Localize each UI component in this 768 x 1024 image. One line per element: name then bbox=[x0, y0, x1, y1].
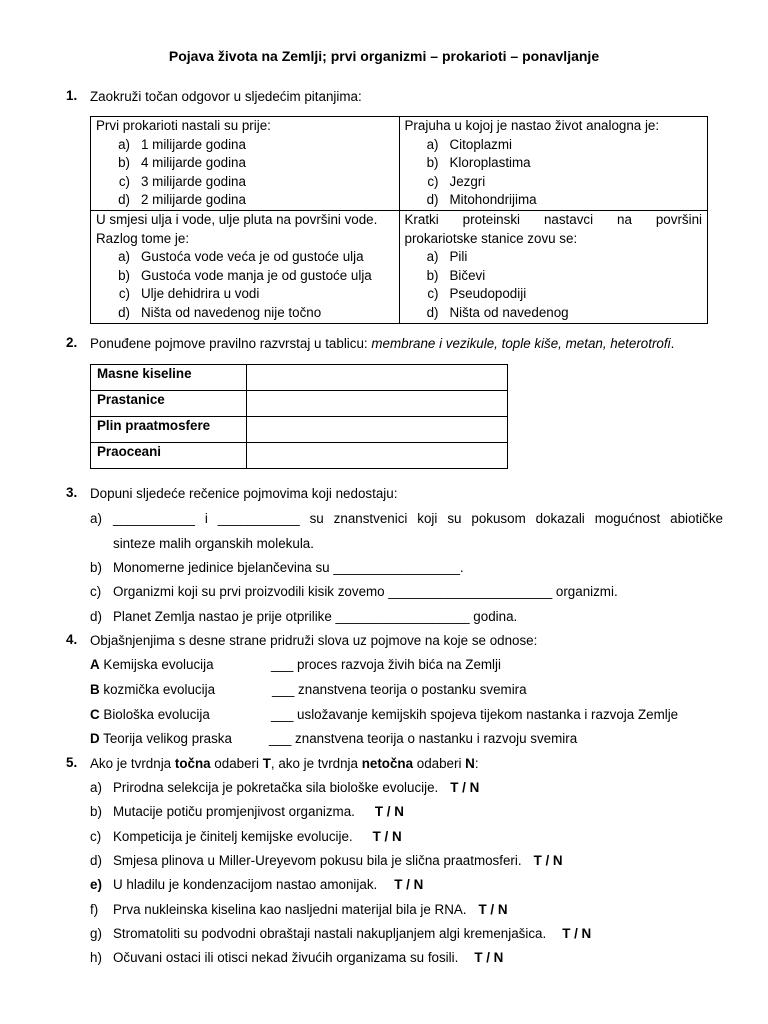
q1-cell-3-option-c[interactable]: c) Ulje dehidrira u vodi bbox=[118, 286, 260, 302]
q5-number: 5. bbox=[66, 755, 78, 770]
q4-term-b: B kozmička evolucija bbox=[90, 682, 216, 697]
q1-cell-4 bbox=[399, 210, 708, 323]
q1-cell-1-question: Prvi prokarioti nastali su prije: bbox=[96, 118, 271, 133]
q1-cell-4-option-d[interactable]: d) Ništa od navedenog bbox=[426, 304, 569, 320]
q3-number: 3. bbox=[66, 485, 78, 500]
q2-answer-cell[interactable] bbox=[247, 443, 508, 469]
true-false-choice[interactable]: T / N bbox=[474, 950, 504, 965]
q5-f-label: f) bbox=[90, 902, 99, 917]
q2-row-label: Prastanice bbox=[91, 391, 247, 417]
true-false-choice[interactable]: T / N bbox=[372, 829, 402, 844]
q1-cell-2-option-b[interactable]: b) Kloroplastima bbox=[426, 155, 531, 171]
q5-d-label: d) bbox=[90, 853, 102, 868]
q2-text: Ponuđene pojmove pravilno razvrstaj u tablicu: membrane i vezikule, tople kiše, metan, heterotrofi. bbox=[90, 336, 675, 351]
q1-table bbox=[90, 116, 708, 324]
q4-term-a: A Kemijska evolucija bbox=[90, 657, 214, 672]
q3-c-label: c) bbox=[90, 584, 102, 599]
q1-cell-3-option-d[interactable]: d) Ništa od navedenog nije točno bbox=[118, 304, 322, 320]
q2-answer-cell[interactable] bbox=[247, 417, 508, 443]
q5-a-statement: Prirodna selekcija je pokretačka sila biološke evolucije. T / N bbox=[113, 780, 480, 795]
q5-f-statement: Prva nukleinska kiselina kao nasljedni materijal bila je RNA. T / N bbox=[113, 902, 508, 917]
true-false-choice[interactable]: T / N bbox=[450, 780, 480, 795]
q1-cell-3-option-a[interactable]: a) Gustoća vode veća je od gustoće ulja bbox=[118, 249, 364, 265]
q2-answer-cell[interactable] bbox=[247, 365, 508, 391]
q5-b-label: b) bbox=[90, 804, 102, 819]
q4-desc-3[interactable]: ___ usložavanje kemijskih spojeva tijekom nastanka i razvoja Zemlje bbox=[271, 707, 679, 722]
q5-g-statement: Stromatoliti su podvodni obraštaji nastali nakupljanjem algi kremenjašica. T / N bbox=[113, 926, 592, 941]
true-false-choice[interactable]: T / N bbox=[562, 926, 592, 941]
q3-d-label: d) bbox=[90, 609, 102, 624]
true-false-choice[interactable]: T / N bbox=[374, 804, 404, 819]
q2-row-label: Masne kiseline bbox=[91, 365, 247, 391]
q1-cell-2-option-c[interactable]: c) Jezgri bbox=[427, 173, 486, 189]
q1-cell-3 bbox=[91, 210, 400, 323]
q1-cell-1-option-b[interactable]: b) 4 milijarde godina bbox=[118, 155, 246, 171]
true-false-choice[interactable]: T / N bbox=[533, 853, 563, 868]
q1-cell-3-question-line1: U smjesi ulja i vode, ulje pluta na površini vode. bbox=[96, 211, 378, 227]
q5-text: Ako je tvrdnja točna odaberi T, ako je tvrdnja netočna odaberi N: bbox=[90, 756, 479, 771]
page-title: Pojava života na Zemlji; prvi organizmi – prokarioti – ponavljanje bbox=[168, 48, 600, 64]
q1-cell-2 bbox=[399, 117, 708, 211]
q3-a-label: a) bbox=[90, 511, 102, 526]
q5-c-statement: Kompeticija je činitelj kemijske evolucije. T / N bbox=[113, 829, 402, 844]
q1-cell-1-option-a[interactable]: a) 1 milijarde godina bbox=[118, 136, 246, 152]
q2-table bbox=[90, 364, 508, 469]
q5-h-label: h) bbox=[90, 950, 102, 965]
q5-e-statement: U hladilu je kondenzacijom nastao amonijak. T / N bbox=[113, 877, 424, 892]
q4-desc-2[interactable]: ___ znanstvena teorija o postanku svemira bbox=[272, 682, 527, 697]
q5-d-statement: Smjesa plinova u Miller-Ureyevom pokusu bila je slična praatmosferi. T / N bbox=[113, 853, 563, 868]
q1-number: 1. bbox=[66, 88, 78, 103]
q5-b-statement: Mutacije potiču promjenjivost organizma. T / N bbox=[113, 804, 404, 819]
q5-h-statement: Očuvani ostaci ili otisci nekad živućih organizama su fosili. T / N bbox=[113, 950, 504, 965]
q3-a-line1[interactable]: ___________ i ___________ su znanstvenici koji su pokusom dokazali mogućnost abiotičke bbox=[113, 511, 723, 526]
q2-answer-cell[interactable] bbox=[247, 391, 508, 417]
q1-cell-3-question-line2: Razlog tome je: bbox=[96, 230, 190, 246]
q1-cell-4-option-b[interactable]: b) Bičevi bbox=[426, 267, 486, 283]
true-false-choice[interactable]: T / N bbox=[478, 902, 508, 917]
q4-desc-1[interactable]: ___ proces razvoja živih bića na Zemlji bbox=[271, 657, 501, 672]
q4-term-c: C Biološka evolucija bbox=[90, 707, 210, 722]
q3-b-label: b) bbox=[90, 560, 102, 575]
q3-text: Dopuni sljedeće rečenice pojmovima koji nedostaju: bbox=[90, 486, 398, 501]
q2-row-label: Praoceani bbox=[91, 443, 247, 469]
q1-cell-1-option-d[interactable]: d) 2 milijarde godina bbox=[118, 192, 246, 208]
q1-cell-4-option-a[interactable]: a) Pili bbox=[426, 249, 468, 265]
q3-b-text[interactable]: Monomerne jedinice bjelančevina su _________________. bbox=[113, 560, 464, 575]
q3-c-text[interactable]: Organizmi koji su prvi proizvodili kisik zovemo ______________________ organizmi. bbox=[113, 584, 618, 599]
q1-text: Zaokruži točan odgovor u sljedećim pitanjima: bbox=[90, 89, 362, 104]
true-false-choice[interactable]: T / N bbox=[394, 877, 424, 892]
q1-cell-2-option-d[interactable]: d) Mitohondrijima bbox=[426, 192, 537, 208]
q1-cell-4-question-line1: Kratki proteinski nastavci na površini bbox=[404, 211, 702, 227]
q4-desc-4[interactable]: ___ znanstvena teorija o nastanku i razvoju svemira bbox=[269, 731, 578, 746]
q5-c-label: c) bbox=[90, 829, 102, 844]
q2-row-label: Plin praatmosfere bbox=[91, 417, 247, 443]
q3-d-text[interactable]: Planet Zemlja nastao je prije otprilike __________________ godina. bbox=[113, 609, 518, 624]
q1-cell-4-question-line2: prokariotske stanice zovu se: bbox=[404, 230, 578, 246]
q5-e-label: e) bbox=[90, 877, 102, 892]
q1-cell-2-question: Prajuha u kojoj je nastao život analogna je: bbox=[404, 118, 660, 133]
q4-term-d: D Teorija velikog praska bbox=[90, 731, 232, 746]
q5-a-label: a) bbox=[90, 780, 102, 795]
q1-cell-1 bbox=[91, 117, 400, 211]
q2-number: 2. bbox=[66, 335, 78, 350]
q1-cell-4-option-c[interactable]: c) Pseudopodiji bbox=[427, 286, 527, 302]
q3-a-line2: sinteze malih organskih molekula. bbox=[113, 536, 314, 551]
q1-cell-1-option-c[interactable]: c) 3 milijarde godina bbox=[118, 173, 246, 189]
q5-g-label: g) bbox=[90, 926, 102, 941]
q4-text: Objašnjenjima s desne strane pridruži slova uz pojmove na koje se odnose: bbox=[90, 633, 538, 648]
q1-cell-3-option-b[interactable]: b) Gustoća vode manja je od gustoće ulja bbox=[118, 267, 372, 283]
q1-cell-2-option-a[interactable]: a) Citoplazmi bbox=[426, 136, 513, 152]
q4-number: 4. bbox=[66, 632, 78, 647]
q2-terms: membrane i vezikule, tople kiše, metan, heterotrofi bbox=[371, 336, 671, 351]
